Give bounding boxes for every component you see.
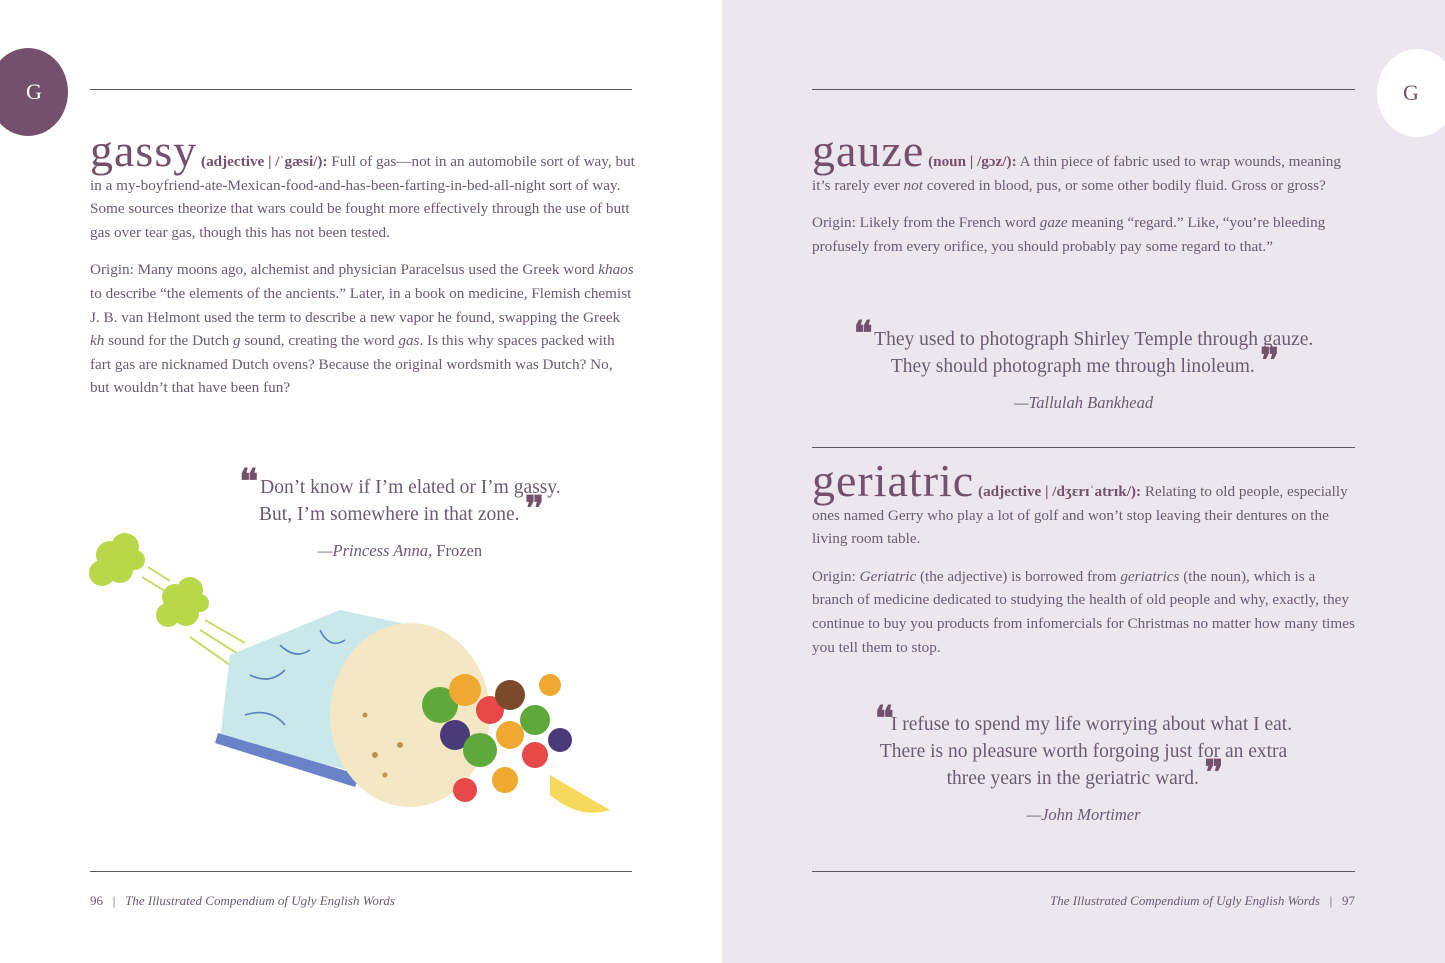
definition-text: A thin piece of fabric used to wrap wounds, meaning it’s rarely ever [812, 153, 1341, 194]
quote-attribution [762, 393, 1405, 413]
origin-text: Origin: [812, 567, 860, 585]
origin-text: sound for the Dutch [104, 332, 233, 350]
tab-letter: G [26, 79, 42, 104]
letter-tab-left [0, 48, 68, 136]
quote-line [762, 343, 1405, 380]
origin-paragraph [90, 258, 635, 400]
gas-cloud-icon [89, 533, 145, 586]
origin-text: meaning “regard.” Like, “you’re bleeding profusely from every orifice, you should probably pay some regard to that.” [812, 214, 1326, 255]
quote-text: But, I’m somewhere in that zone. [259, 504, 520, 525]
entry-gauze [812, 125, 1357, 272]
tab-letter: G [1403, 80, 1419, 105]
headword: gauze [812, 125, 925, 176]
origin-text: (the adjective) is borrowed from [916, 567, 1121, 585]
page-number: 96 [90, 893, 103, 908]
quote-bankhead [762, 316, 1405, 380]
part-of-speech: (adjective | /ˈgæsi/): [201, 153, 328, 170]
quote-attribution [762, 805, 1405, 825]
part-of-speech: (adjective | /dʒɛrɪˈatrɪk/): [978, 483, 1142, 500]
definition-paragraph [812, 455, 1357, 551]
page-footer-left [90, 893, 395, 909]
origin-paragraph [812, 211, 1357, 258]
origin-term: geriatrics [1120, 567, 1180, 585]
gas-cloud-icon [156, 577, 209, 627]
close-quote-icon: ❜❜ [1198, 755, 1221, 792]
quote-line [762, 755, 1405, 792]
right-page [722, 0, 1445, 963]
page-footer-right [1050, 893, 1355, 909]
definition-text: Relating to old people, especially ones named Gerry who play a lot of golf and won’t stop leaving their dentures on the living room table. [812, 483, 1348, 548]
quote-text: I refuse to spend my life worrying about what I eat. [890, 714, 1293, 735]
book-title: The Illustrated Compendium of Ugly English Words [1050, 893, 1320, 908]
origin-term: kh [90, 332, 105, 350]
origin-term: Geriatric [859, 567, 917, 585]
origin-text: (the noun), which is a branch of medicine dedicated to studying the health of old people and why, exactly, they continue to buy you products from infomercials for Christmas no matter how many times you tell them to stop. [812, 567, 1355, 656]
open-quote-icon: ❛❛ [239, 464, 256, 501]
definition-text: Full of gas—not in an automobile sort of way, but in a my-boyfriend-ate-Mexican-food-and-has-been-farting-in-bed-all-night sort of way. Some sources theorize that wars could be fought more effectively through the use of butt gas over tear gas, though this has not been tested. [90, 153, 635, 241]
footer-separator: | [1329, 893, 1333, 908]
origin-term: gaze [1039, 214, 1068, 232]
origin-text: . Is this why spaces packed with fart gas are nicknamed Dutch ovens? Because the original wordsmith was Dutch? No, but wouldn’t that have been fun? [90, 332, 615, 397]
page-number: 97 [1342, 893, 1355, 908]
section-rule [812, 447, 1355, 448]
origin-text: Origin: Likely from the French word [812, 214, 1040, 232]
headword: gassy [90, 125, 198, 176]
quote-line [190, 491, 610, 528]
entry-geriatric [812, 455, 1357, 673]
origin-text: sound, creating the word [240, 332, 399, 350]
part-of-speech: (noun | /gɔz/): [928, 153, 1017, 170]
top-rule [90, 89, 632, 90]
quote-text: Don’t know if I’m elated or I’m gassy. [260, 477, 561, 498]
quote-text: They should photograph me through linoleum. [890, 356, 1255, 377]
origin-term: gas [398, 332, 420, 350]
open-quote-icon: ❛❛ [853, 316, 870, 353]
definition-emphasis: not [903, 176, 923, 194]
top-rule [812, 89, 1355, 90]
left-page [0, 0, 722, 963]
origin-paragraph [812, 565, 1357, 659]
origin-text: to describe “the elements of the ancients.” Later, in a book on medicine, Flemish chemist J. B. van Helmont used the term to describe a new vapor he found, swapping the Greek [90, 284, 632, 326]
quote-mortimer [762, 701, 1405, 792]
close-quote-icon: ❜❜ [1254, 343, 1277, 380]
quote-line [762, 701, 1405, 738]
definition-paragraph [90, 125, 635, 244]
bottom-rule [90, 871, 632, 872]
bottom-rule [812, 871, 1355, 872]
quote-text: There is no pleasure worth forgoing just for an extra [879, 741, 1288, 762]
definition-paragraph [812, 125, 1357, 197]
attribution-name: —John Mortimer [1026, 805, 1141, 824]
quote-text: They used to photograph Shirley Temple through gauze. [874, 329, 1314, 350]
quote-line [762, 738, 1405, 765]
origin-term: khaos [598, 261, 634, 279]
attribution-name: —Tallulah Bankhead [1013, 393, 1154, 412]
origin-term: g [233, 332, 241, 350]
quote-line [762, 316, 1405, 353]
book-title: The Illustrated Compendium of Ugly English Words [125, 893, 395, 908]
quote-frozen [190, 464, 610, 528]
entry-gassy [90, 125, 635, 414]
letter-tab-right [1377, 49, 1445, 137]
close-quote-icon: ❜❜ [519, 491, 541, 528]
definition-text: covered in blood, pus, or some other bodily fluid. Gross or gross? [922, 176, 1326, 194]
quote-text: three years in the geriatric ward. [946, 768, 1199, 789]
open-quote-icon: ❛❛ [874, 701, 891, 738]
burrito-illustration [80, 525, 640, 845]
quote-line [190, 464, 610, 501]
attribution-name: —Princess Anna, [317, 541, 433, 560]
footer-separator: | [112, 893, 116, 908]
attribution-work: Frozen [436, 541, 483, 560]
origin-text: Origin: Many moons ago, alchemist and physician Paracelsus used the Greek word [90, 261, 599, 279]
headword: geriatric [812, 455, 975, 506]
